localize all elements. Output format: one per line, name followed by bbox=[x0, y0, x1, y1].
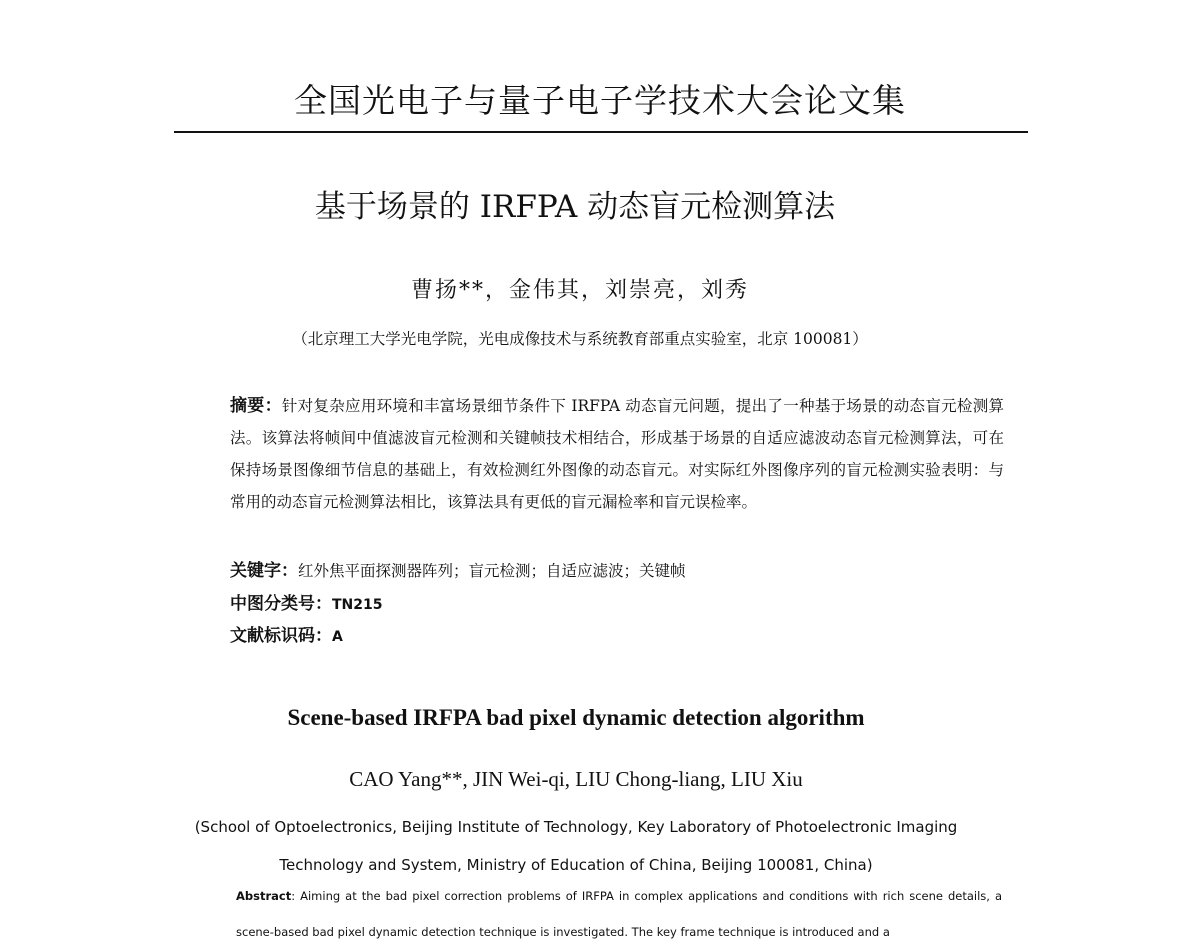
keywords-line bbox=[230, 563, 686, 580]
classification-line bbox=[230, 596, 383, 613]
keywords-label: 关键字： bbox=[230, 561, 298, 581]
affiliation-chinese: （北京理工大学光电学院，光电成像技术与系统教育部重点实验室，北京 100081） bbox=[292, 330, 868, 348]
proceedings-title: 全国光电子与量子电子学技术大会论文集 bbox=[294, 81, 906, 120]
affiliation-english-line-1: (School of Optoelectronics, Beijing Institute of Technology, Key Laboratory of Photoelectronic Imaging bbox=[194, 818, 958, 836]
keywords-text: 红外焦平面探测器阵列；盲元检测；自适应滤波；关键帧 bbox=[298, 562, 686, 580]
classification-label: 中图分类号： bbox=[230, 594, 332, 614]
affiliation-english-line-2: Technology and System, Ministry of Education of China, Beijing 100081, China) bbox=[279, 856, 873, 874]
paper-title-chinese: 基于场景的 IRFPA 动态盲元检测算法 bbox=[314, 189, 836, 225]
header-divider bbox=[174, 131, 1028, 133]
authors-chinese: 曹扬**，金伟其，刘崇亮，刘秀 bbox=[410, 278, 749, 303]
abstract-label-chinese: 摘要： bbox=[230, 396, 282, 416]
paper-title-english: Scene-based IRFPA bad pixel dynamic detection algorithm bbox=[287, 705, 865, 730]
abstract-english bbox=[236, 878, 1002, 950]
abstract-text-english: : Aiming at the bad pixel correction problems of IRFPA in complex applications and conditions with rich scene details, a scene-based bad pixel dynamic detection technique is investigated. The key frame technique is introduced and a bbox=[236, 889, 1002, 939]
document-code-line bbox=[230, 628, 343, 645]
abstract-label-english: Abstract bbox=[236, 889, 292, 903]
abstract-chinese bbox=[230, 390, 1004, 518]
abstract-text-chinese: 针对复杂应用环境和丰富场景细节条件下 IRFPA 动态盲元问题，提出了一种基于场景的动态盲元检测算法。该算法将帧间中值滤波盲元检测和关键帧技术相结合，形成基于场景的自适应滤波动态盲元检测算法，可在保持场景图像细节信息的基础上，有效检测红外图像的动态盲元。对实际红外图像序列的盲元检测实验表明：与常用的动态盲元检测算法相比，该算法具有更低的盲元漏检率和盲元误检率。 bbox=[230, 397, 1004, 511]
classification-value: TN215 bbox=[332, 597, 383, 613]
document-code-value: A bbox=[332, 629, 343, 645]
document-code-label: 文献标识码： bbox=[230, 626, 332, 646]
authors-english: CAO Yang**, JIN Wei-qi, LIU Chong-liang, LIU Xiu bbox=[349, 767, 803, 791]
